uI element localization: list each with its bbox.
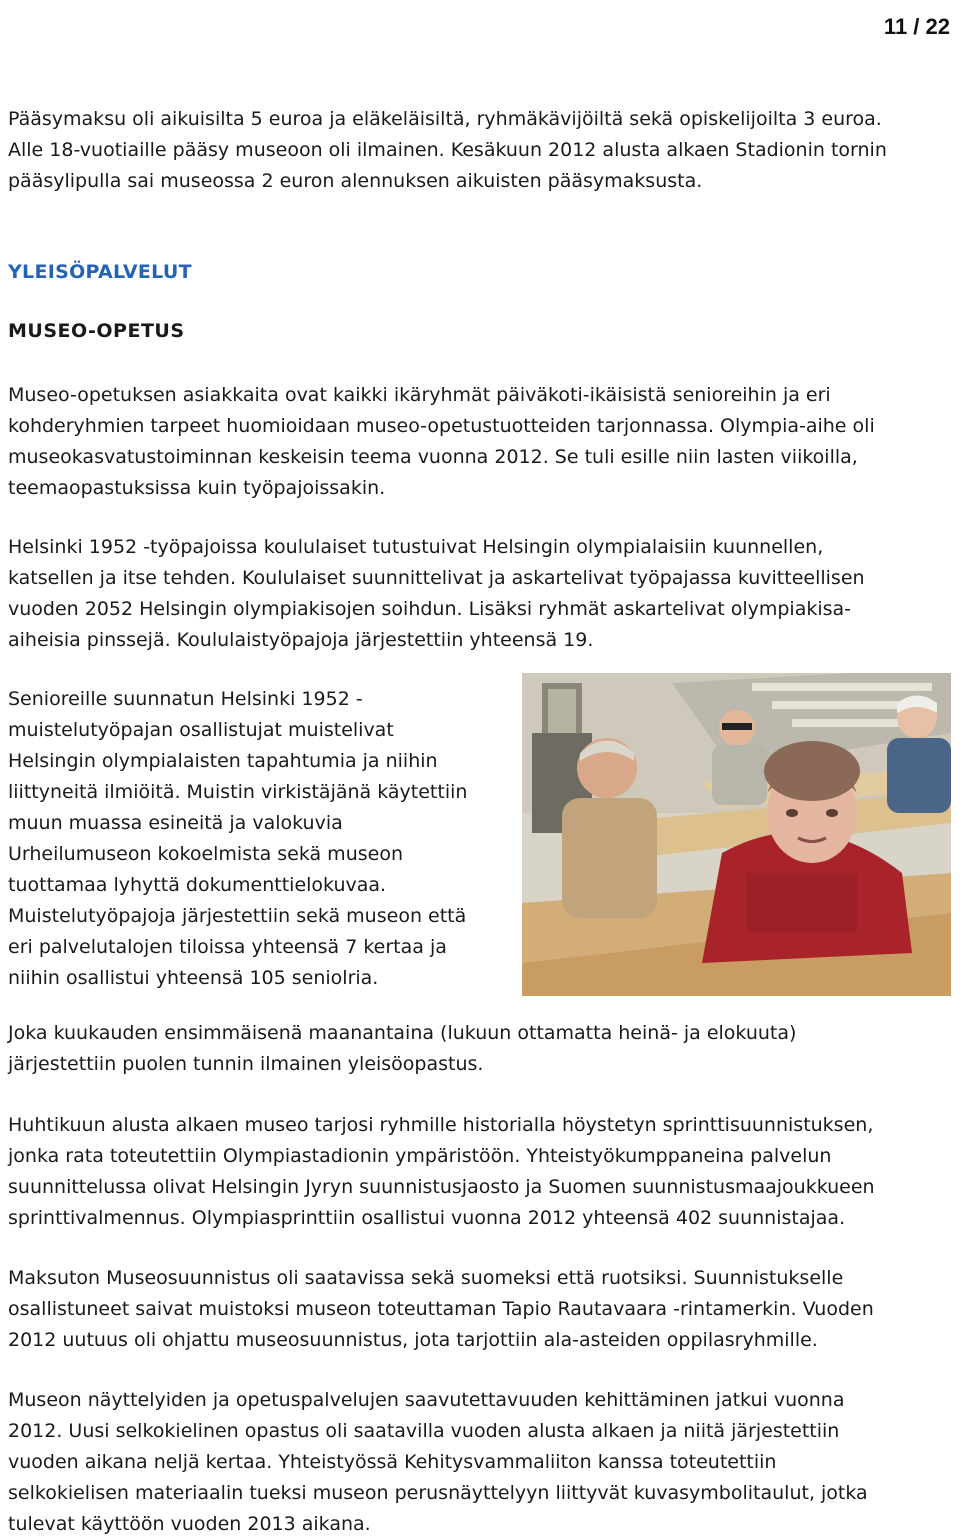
paragraph-museum-orienteering bbox=[8, 1263, 874, 1356]
text-line: Muistelutyöpajoja järjestettiin sekä museon että bbox=[8, 905, 467, 927]
text-line: katsellen ja itse tehden. Koululaiset suunnittelivat ja askartelivat työpajassa kuvitteellisen bbox=[8, 567, 865, 589]
text-line: niihin osallistui yhteensä 105 seniolria. bbox=[8, 967, 379, 989]
text-line: eri palvelutalojen tiloissa yhteensä 7 kertaa ja bbox=[8, 936, 447, 958]
text-line: Maksuton Museosuunnistus oli saatavissa sekä suomeksi että ruotsiksi. Suunnistukselle bbox=[8, 1267, 844, 1289]
text-line: 2012 uutuus oli ohjattu museosuunnistus, jota tarjottiin ala-asteiden oppilasryhmille. bbox=[8, 1329, 818, 1351]
text-line: pääsylipulla sai museossa 2 euron alennuksen aikuisten pääsymaksusta. bbox=[8, 170, 703, 192]
text-line: tuottamaa lyhyttä dokumenttielokuvaa. bbox=[8, 874, 387, 896]
text-line: vuoden 2052 Helsingin olympiakisojen soihdun. Lisäksi ryhmät askartelivat olympiakisa- bbox=[8, 598, 852, 620]
text-line: kohderyhmien tarpeet huomioidaan museo-opetustuotteiden tarjonnassa. Olympia-aihe oli bbox=[8, 415, 875, 437]
paragraph-sprint-orienteering bbox=[8, 1110, 875, 1234]
text-line: Helsinki 1952 -työpajoissa koululaiset tutustuivat Helsingin olympialaisiin kuunnellen, bbox=[8, 536, 824, 558]
section-heading: YLEISÖPALVELUT bbox=[8, 261, 192, 283]
text-line: selkokielisen materiaalin tueksi museon perusnäyttelyyn liittyvät kuvasymbolitaulut, jotka bbox=[8, 1482, 868, 1504]
paragraph-accessibility bbox=[8, 1385, 868, 1540]
text-line: Senioreille suunnatun Helsinki 1952 - bbox=[8, 688, 363, 710]
text-line: vuoden aikana neljä kertaa. Yhteistyössä Kehitysvammaliiton kanssa toteutettiin bbox=[8, 1451, 777, 1473]
paragraph-seniors bbox=[8, 684, 508, 994]
paragraph-workshops bbox=[8, 532, 865, 656]
paragraph-guided-tours bbox=[8, 1018, 796, 1080]
text-line: 2012. Uusi selkokielinen opastus oli saatavilla vuoden alusta alkaen ja niitä järjestettiin bbox=[8, 1420, 840, 1442]
paragraph-museum-education bbox=[8, 380, 875, 504]
text-line: teemaopastuksissa kuin työpajoissakin. bbox=[8, 477, 386, 499]
page-number: 11 / 22 bbox=[883, 14, 950, 39]
text-line: Helsingin olympialaisten tapahtumia ja niihin bbox=[8, 750, 438, 772]
text-line: muistelutyöpajan osallistujat muistelivat bbox=[8, 719, 394, 741]
text-line: Museo-opetuksen asiakkaita ovat kaikki ikäryhmät päiväkoti-ikäisistä senioreihin ja eri bbox=[8, 384, 831, 406]
text-line: Urheilumuseon kokoelmista sekä museon bbox=[8, 843, 403, 865]
intro-paragraph bbox=[8, 104, 887, 197]
text-line: järjestettiin puolen tunnin ilmainen yleisöopastus. bbox=[8, 1053, 484, 1075]
text-line: Pääsymaksu oli aikuisilta 5 euroa ja eläkeläisiltä, ryhmäkävijöiltä sekä opiskelijoilta 3 euroa. bbox=[8, 108, 882, 130]
text-line: Alle 18-vuotiaille pääsy museoon oli ilmainen. Kesäkuun 2012 alusta alkaen Stadionin tornin bbox=[8, 139, 887, 161]
text-line: Huhtikuun alusta alkaen museo tarjosi ryhmille historialla höystetyn sprinttisuunnistuksen, bbox=[8, 1114, 874, 1136]
text-line: jonka rata toteutettiin Olympiastadionin ympäristöön. Yhteistyökumppaneina palvelun bbox=[8, 1145, 832, 1167]
text-line: muun muassa esineitä ja valokuvia bbox=[8, 812, 343, 834]
seniors-workshop-photo bbox=[522, 673, 951, 996]
text-line: Joka kuukauden ensimmäisenä maanantaina (lukuun ottamatta heinä- ja elokuuta) bbox=[8, 1022, 797, 1044]
text-line: suunnittelussa olivat Helsingin Jyryn suunnistusjaosto ja Suomen suunnistusmaajoukkueen bbox=[8, 1176, 875, 1198]
subheading: MUSEO-OPETUS bbox=[8, 320, 185, 342]
text-line: liittyneitä ilmiöitä. Muistin virkistäjänä käytettiin bbox=[8, 781, 468, 803]
text-line: aiheisia pinssejä. Koululaistyöpajoja järjestettiin yhteensä 19. bbox=[8, 629, 594, 651]
text-line: Museon näyttelyiden ja opetuspalvelujen saavutettavuuden kehittäminen jatkui vuonna bbox=[8, 1389, 845, 1411]
text-line: museokasvatustoiminnan keskeisin teema vuonna 2012. Se tuli esille niin lasten viikoilla, bbox=[8, 446, 858, 468]
text-line: osallistuneet saivat muistoksi museon toteuttaman Tapio Rautavaara -rintamerkin. Vuoden bbox=[8, 1298, 874, 1320]
text-line: tulevat käyttöön vuoden 2013 aikana. bbox=[8, 1513, 371, 1535]
text-line: sprinttivalmennus. Olympiasprinttiin osallistui vuonna 2012 yhteensä 402 suunnistajaa. bbox=[8, 1207, 846, 1229]
photo-illustration bbox=[522, 673, 951, 996]
